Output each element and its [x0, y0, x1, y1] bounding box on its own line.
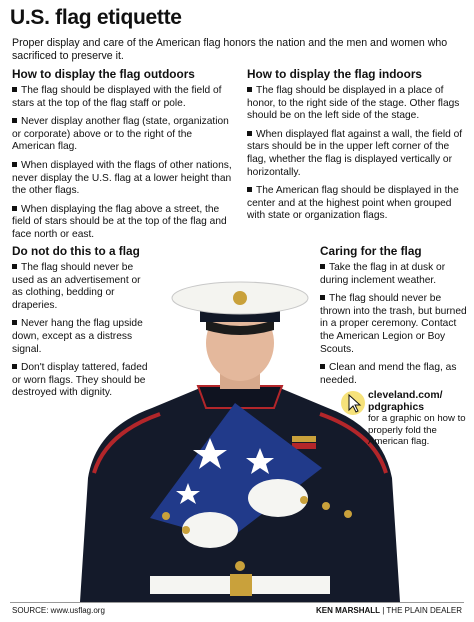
outdoors-heading: How to display the flag outdoors: [12, 67, 195, 81]
web-link-text: for a graphic on how to properly fold the American flag.: [368, 413, 466, 447]
list-item: The flag should never be used as an advertisement or as clothing, bedding or draperies.: [12, 262, 141, 311]
list-item: Never display another flag (state, organization or corporate) above or to the right of the American flag.: [12, 116, 229, 153]
list-item: Take the flag in at dusk or during inclement weather.: [320, 262, 446, 286]
web-link[interactable]: [368, 390, 466, 448]
list-item: The American flag should be displayed in the center and at the highest point when grouped with state or organization flags.: [247, 185, 459, 222]
caring-heading: Caring for the flag: [320, 244, 422, 258]
donot-heading: Do not do this to a flag: [12, 244, 140, 258]
list-item: Don't display tattered, faded or worn flags. They should be destroyed with dignity.: [12, 362, 148, 399]
page-title: U.S. flag etiquette: [10, 6, 182, 29]
list-item: When displaying the flag above a street, the field of stars should be at the top of the flag and face north or east.: [12, 203, 227, 240]
cap-emblem: [233, 291, 247, 305]
right-glove: [248, 479, 308, 517]
indoors-list: [247, 85, 464, 229]
cursor-icon: [340, 390, 366, 416]
web-link-url[interactable]: cleveland.com/ pdgraphics: [368, 390, 443, 413]
list-item: The flag should be displayed with the field of stars at the top of the flag staff or pole.: [12, 85, 222, 109]
indoors-heading: How to display the flag indoors: [247, 67, 422, 81]
list-item: The flag should be displayed in a place of honor, to the right side of the stage. Other flags should be on the left side of the stage.: [247, 85, 460, 122]
footer-rule: [10, 602, 464, 603]
list-item: Clean and mend the flag, as needed.: [320, 362, 457, 386]
outdoors-list: [12, 85, 232, 248]
left-glove: [182, 512, 238, 548]
caring-list: [320, 262, 468, 393]
list-item: When displayed with the flags of other nations, never display the U.S. flag at a lower height than the other flags.: [12, 159, 232, 197]
artist-credit: KEN MARSHALL | THE PLAIN DEALER: [316, 606, 462, 615]
donot-list: [12, 262, 152, 406]
list-item: Never hang the flag upside down, except as a distress signal.: [12, 318, 143, 355]
list-item: The flag should never be thrown into the trash, but burned in a proper ceremony. Contact the American Legion or Boy Scouts.: [320, 293, 467, 355]
page-subtitle: Proper display and care of the American flag honors the nation and the men and women who sacrificed to preserve it.: [12, 37, 448, 62]
source-credit: SOURCE: www.usflag.org: [12, 606, 105, 615]
list-item: When displayed flat against a wall, the field of stars should be in the upper left corner of the flag, whether the flag is displayed vertically or horizontally.: [247, 128, 463, 178]
collar: [198, 386, 282, 408]
